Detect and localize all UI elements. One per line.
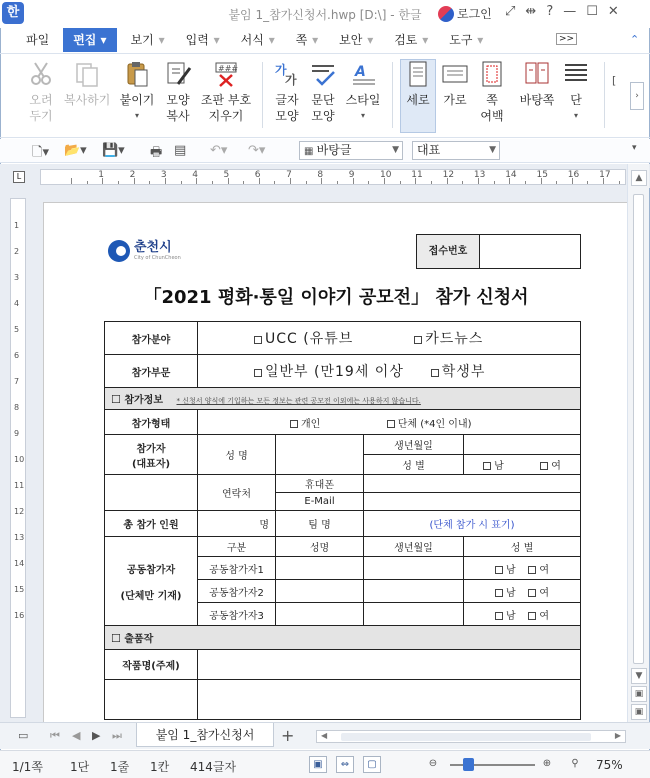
logo-text: 춘천시: [134, 240, 172, 255]
style-label: 스타일: [345, 93, 381, 107]
vruler-number: 16: [14, 611, 25, 620]
chuncheon-logo-icon: [108, 240, 130, 262]
format-painter-icon: [164, 60, 192, 88]
type-options: [198, 410, 581, 435]
style-button[interactable]: [344, 60, 382, 124]
vruler-number: 13: [14, 533, 25, 542]
checkbox-male[interactable]: [495, 589, 503, 597]
page-margin-label: 쪽 여백: [480, 93, 504, 123]
form-row-total: [105, 511, 581, 537]
square-icon: ☐: [111, 393, 121, 406]
ruler-tick: [71, 178, 72, 184]
co-birth-input[interactable]: [364, 557, 464, 580]
menu-format-label: 서식: [240, 33, 264, 47]
field-label: 참가분야: [105, 322, 198, 355]
reception-label: 접수번호: [417, 235, 480, 268]
document-title: 「2021 평화·통일 이야기 공모전」 참가 신청서: [143, 287, 529, 308]
title-bar: [0, 0, 650, 28]
phone-label: 휴대폰: [276, 475, 364, 493]
ruler-tick: [462, 181, 463, 184]
vertical-ruler[interactable]: [10, 198, 26, 718]
status-chars: 414글자: [190, 760, 237, 774]
zoom-out-icon[interactable]: ⊖: [428, 758, 438, 769]
style-dropdown-icon[interactable]: ▾: [360, 111, 365, 120]
new-doc-icon[interactable]: 🗋▾: [32, 145, 49, 160]
svg-text:A: A: [355, 64, 366, 80]
scroll-down-icon[interactable]: ▼: [631, 668, 647, 684]
menu-review[interactable]: 검토 ▾: [394, 33, 429, 47]
quick-toolbar: [0, 139, 650, 163]
document-tab-bar: [0, 722, 650, 749]
menu-review-label: 검토: [394, 33, 418, 47]
cut-label: 오려 두기: [29, 93, 53, 123]
style-select-value: 바탕글: [316, 143, 352, 157]
reception-number-box: [416, 234, 581, 269]
option-female: 여: [551, 461, 561, 472]
co-header-gender: 성 별: [464, 537, 581, 557]
document-page[interactable]: [43, 202, 627, 722]
work-section-header: [105, 626, 581, 650]
co-header-category: 구분: [198, 537, 276, 557]
checkbox-female[interactable]: [528, 612, 536, 620]
form-row-field: [105, 322, 581, 355]
char-shape-label: 글자 모양: [275, 93, 299, 123]
checkbox-ucc[interactable]: [254, 336, 262, 344]
menu-edit[interactable]: 편집 ▾: [63, 28, 116, 52]
vruler-number: 5: [14, 325, 20, 334]
page-margin-icon: [478, 60, 506, 88]
co-row-label: 공동참가자1: [198, 557, 276, 580]
ruler-tick: [181, 181, 182, 184]
work-title-label: 작품명(주제): [105, 650, 198, 680]
checkbox-female[interactable]: [540, 462, 548, 470]
ruler-tick: [274, 181, 275, 184]
style-icon: [349, 60, 377, 88]
window-controls: [505, 4, 619, 19]
window-title: 붙임 1_참가신청서.hwp [D:\] - 한글: [228, 8, 422, 22]
vruler-number: 3: [14, 273, 20, 282]
menu-page[interactable]: 쪽 ▾: [295, 33, 319, 47]
zoom-slider-knob[interactable]: [463, 758, 474, 771]
form-row-contact-1: [105, 475, 581, 493]
contact-label: 연락처: [198, 475, 276, 511]
co-name-input[interactable]: [276, 603, 364, 626]
co-header-name: 성명: [276, 537, 364, 557]
status-page[interactable]: 1/1쪽: [12, 760, 43, 774]
next-page-icon[interactable]: ▣: [631, 704, 647, 720]
gender-label: 성 별: [364, 455, 464, 475]
ruler-tick: [306, 181, 307, 184]
landscape-label: 가로: [443, 93, 467, 107]
option-group: 단체 (*4인 이내): [397, 418, 472, 430]
document-area: [0, 188, 627, 722]
field-options: [198, 322, 581, 355]
checkbox-male[interactable]: [495, 566, 503, 574]
info-section-header: [105, 388, 581, 410]
scroll-thumb[interactable]: [633, 194, 644, 664]
birth-input[interactable]: [464, 435, 581, 455]
portrait-button[interactable]: [400, 59, 436, 133]
checkbox-individual[interactable]: [290, 420, 298, 428]
ribbon-scroll-button[interactable]: ›: [630, 82, 644, 110]
font-select-value: 대표: [417, 143, 441, 157]
work-section-title: 출품작: [124, 634, 154, 645]
clear-marks-label: 조판 부호 지우기: [200, 93, 252, 123]
form-row-work-section: [105, 626, 581, 650]
redo-icon[interactable]: ↷▾: [248, 143, 266, 158]
option-individual: 개인: [301, 418, 321, 430]
copy-button[interactable]: [64, 60, 110, 108]
name-input[interactable]: [276, 435, 364, 475]
checkbox-male[interactable]: [495, 612, 503, 620]
menu-tools[interactable]: 도구 ▾: [449, 33, 484, 47]
checkbox-female[interactable]: [528, 589, 536, 597]
ruler-tick: [431, 181, 432, 184]
co-name-input[interactable]: [276, 580, 364, 603]
option-female: 여: [539, 564, 550, 576]
option-male: 남: [505, 564, 516, 576]
menu-insert-label: 입력: [185, 33, 209, 47]
prev-page-icon[interactable]: ▣: [631, 686, 647, 702]
prev-tab-icon[interactable]: ◀: [72, 729, 81, 742]
option-cardnews: 카드뉴스: [425, 331, 484, 347]
vruler-number: 1: [14, 221, 20, 230]
svg-text:###: ###: [218, 64, 239, 73]
ribbon: [0, 53, 650, 138]
page-view-icon[interactable]: ▣: [309, 756, 327, 773]
menu-format[interactable]: 서식 ▾: [240, 33, 275, 47]
ruler-tick: [619, 181, 620, 184]
status-bar: [0, 750, 650, 778]
email-input[interactable]: [364, 493, 581, 511]
columns-label: 단: [570, 93, 582, 107]
login-button[interactable]: [438, 5, 492, 22]
undo-icon[interactable]: ↶▾: [210, 143, 228, 158]
paste-button[interactable]: [118, 60, 156, 124]
work-body-input[interactable]: [198, 680, 581, 720]
zoom-level[interactable]: 75%: [596, 758, 623, 772]
work-body-label: [105, 680, 198, 720]
checkbox-female[interactable]: [528, 566, 536, 574]
hwp-app-icon[interactable]: 한: [2, 2, 24, 24]
para-shape-button[interactable]: [306, 60, 340, 124]
ruler-tick: [525, 181, 526, 184]
co-birth-input[interactable]: [364, 603, 464, 626]
applicant-title: 참가자: [136, 443, 166, 455]
vruler-number: 12: [14, 507, 25, 516]
para-shape-icon: [309, 60, 337, 88]
menu-edit-label: 편집: [73, 33, 97, 47]
co-header-row: [105, 537, 581, 557]
application-form: [104, 321, 581, 720]
co-label: [105, 537, 198, 626]
help-icon[interactable]: ?: [546, 4, 554, 19]
info-section-title: 참가정보: [124, 395, 163, 406]
menu-insert[interactable]: 입력 ▾: [185, 33, 220, 47]
option-male: 남: [505, 587, 516, 599]
applicant-label-cont: [105, 475, 198, 511]
form-row-info-section: [105, 388, 581, 410]
fullscreen-icon[interactable]: ⤢: [505, 4, 516, 19]
ruler-number: 8: [317, 170, 324, 180]
ruler-tick: [337, 181, 338, 184]
ruler-number: 16: [567, 170, 580, 180]
cut-button[interactable]: [24, 60, 58, 124]
total-label: 총 참가 인원: [105, 511, 198, 537]
checkbox-male[interactable]: [483, 462, 491, 470]
option-ucc: UCC (유튜브: [265, 331, 354, 347]
co-name-input[interactable]: [276, 557, 364, 580]
type-label: 참가형태: [105, 410, 198, 435]
scroll-up-icon[interactable]: ▲: [631, 170, 647, 186]
ruler-number: 9: [348, 170, 355, 180]
ruler-tick: [118, 181, 119, 184]
vruler-number: 7: [14, 377, 20, 386]
ribbon-collapse-icon[interactable]: ⌃: [630, 33, 640, 46]
horizontal-scroll-thumb[interactable]: [341, 733, 591, 741]
ribbon-divider: [604, 62, 605, 128]
info-section-note: * 신청서 양식에 기입하는 모든 정보는 관련 공모전 이외에는 사용하지 않습니다.: [176, 397, 421, 405]
paste-icon: [123, 60, 151, 88]
phone-input[interactable]: [364, 475, 581, 493]
status-column: 1단: [70, 760, 90, 774]
horizontal-ruler[interactable]: [40, 169, 626, 185]
team-name-note[interactable]: (단체 참가 시 표기): [364, 511, 581, 537]
vertical-scrollbar[interactable]: [627, 164, 649, 722]
birth-label: 생년월일: [364, 435, 464, 455]
team-name-label: 팀 명: [276, 511, 364, 537]
format-copy-button[interactable]: [160, 60, 196, 124]
scroll-right-icon[interactable]: ▶: [614, 731, 621, 740]
toolbar-expand-icon[interactable]: ▾: [632, 143, 637, 153]
ruler-number: 6: [254, 170, 261, 180]
ruler-number: 10: [380, 170, 392, 180]
format-copy-label: 모양 복사: [166, 93, 190, 123]
columns-button[interactable]: [562, 60, 590, 124]
fit-width-icon[interactable]: ⇔: [336, 756, 354, 773]
menu-more-button[interactable]: >>: [556, 33, 577, 45]
option-student: 학생부: [441, 364, 486, 380]
vruler-number: 10: [14, 455, 25, 464]
menu-bar: [0, 28, 650, 52]
close-icon[interactable]: ✕: [607, 4, 619, 19]
menu-page-label: 쪽: [295, 33, 308, 47]
paste-dropdown-icon[interactable]: ▾: [134, 111, 139, 120]
ruler-number: 15: [536, 170, 548, 180]
user-icon: [438, 6, 454, 22]
print-icon[interactable]: 🖶: [150, 145, 163, 160]
add-tab-button[interactable]: +: [281, 726, 295, 745]
menu-view-label: 보기: [130, 33, 154, 47]
chuncheon-logo: [108, 240, 181, 262]
form-row-division: [105, 355, 581, 388]
ruler-number: 1: [98, 170, 105, 180]
page-margin-button[interactable]: [474, 60, 510, 124]
vruler-number: 2: [14, 247, 20, 256]
reception-value[interactable]: [480, 235, 580, 268]
option-female: 여: [539, 587, 550, 599]
portrait-icon: [404, 60, 432, 88]
applicant-label: [105, 435, 198, 475]
zoom-settings-icon[interactable]: ⚲: [571, 758, 579, 769]
gender-options: [464, 455, 581, 475]
columns-icon: [562, 60, 590, 88]
option-male: 남: [494, 461, 504, 472]
style-select[interactable]: [299, 141, 403, 160]
tab-list-icon[interactable]: ▭: [18, 729, 29, 742]
landscape-icon: [441, 60, 469, 88]
split-icon[interactable]: ⇹: [525, 4, 537, 19]
menu-file[interactable]: 파일: [26, 33, 50, 47]
form-row-applicant-1: [105, 435, 581, 455]
vruler-number: 9: [14, 429, 20, 438]
vruler-number: 14: [14, 559, 25, 568]
co-header-birth: 생년월일: [364, 537, 464, 557]
ruler-number: 3: [160, 170, 167, 180]
last-tab-icon[interactable]: ⏭: [112, 729, 122, 742]
ribbon-overflow-icon[interactable]: [: [612, 74, 617, 87]
ruler-number: 2: [129, 170, 136, 180]
menu-view[interactable]: 보기 ▾: [130, 33, 165, 47]
vruler-number: 8: [14, 403, 20, 412]
ruler-number: 5: [223, 170, 230, 180]
copy-label: 복사하기: [64, 93, 111, 107]
work-title-input[interactable]: [198, 650, 581, 680]
checkbox-general[interactable]: [254, 369, 262, 377]
columns-dropdown-icon[interactable]: ▾: [573, 111, 578, 120]
name-label: 성 명: [198, 435, 276, 475]
checkbox-cardnews[interactable]: [414, 336, 422, 344]
font-select[interactable]: [412, 141, 500, 160]
form-row-work-body: [105, 680, 581, 720]
co-subtitle: (단체만 기재): [120, 590, 182, 602]
ruler-tick: [587, 181, 588, 184]
chevron-down-icon: ▼: [392, 145, 399, 155]
checkbox-student[interactable]: [431, 369, 439, 377]
zoom-in-icon[interactable]: ⊕: [542, 758, 552, 769]
copy-icon: [73, 60, 101, 88]
ruler-tick: [212, 181, 213, 184]
form-row-work-title: [105, 650, 581, 680]
square-icon: ☐: [111, 632, 121, 645]
status-col: 1칸: [150, 760, 170, 774]
preview-icon[interactable]: ▤: [174, 143, 187, 158]
co-row-label: 공동참가자3: [198, 603, 276, 626]
open-folder-icon[interactable]: 📂▾: [64, 143, 87, 158]
ruler-tick: [149, 181, 150, 184]
division-label: 참가부문: [105, 355, 198, 388]
ruler-number: 14: [505, 170, 517, 180]
vruler-number: 11: [14, 481, 25, 490]
maximize-icon[interactable]: ☐: [586, 4, 598, 19]
vruler-number: 6: [14, 351, 20, 360]
fit-page-icon[interactable]: ▢: [363, 756, 381, 773]
vruler-number: 15: [14, 585, 25, 594]
ruler-tick: [368, 181, 369, 184]
ruler-number: 12: [442, 170, 455, 180]
option-female: 여: [539, 610, 550, 622]
tab-document[interactable]: 붙임 1_참가신청서: [136, 723, 274, 747]
master-page-icon: [523, 60, 551, 88]
master-page-label: 바탕쪽: [519, 93, 555, 107]
co-gender-options: [464, 603, 581, 626]
ruler-number: 17: [599, 170, 611, 180]
menu-tools-label: 도구: [449, 33, 473, 47]
division-options: [198, 355, 581, 388]
logo-subtext: City of ChunCheon: [134, 255, 181, 261]
ruler-number: 13: [473, 170, 486, 180]
master-page-button[interactable]: [516, 60, 558, 108]
option-general: 일반부 (만19세 이상: [265, 364, 404, 380]
applicant-subtitle: (대표자): [131, 458, 171, 470]
ruler-tick: [243, 181, 244, 184]
ruler-area: [0, 164, 650, 188]
menu-security[interactable]: 보안 ▾: [339, 33, 374, 47]
people-unit[interactable]: 명: [198, 511, 276, 537]
ruler-tick: [556, 181, 557, 184]
co-gender-options: [464, 557, 581, 580]
menu-security-label: 보안: [339, 33, 363, 47]
portrait-label: 세로: [406, 93, 430, 107]
ruler-number: 4: [192, 170, 198, 180]
co-birth-input[interactable]: [364, 580, 464, 603]
status-line: 1줄: [110, 760, 130, 774]
ruler-tick: [87, 181, 88, 184]
char-shape-icon: [273, 60, 301, 88]
clear-marks-button[interactable]: [200, 60, 252, 124]
co-title: 공동참가자: [126, 564, 176, 576]
char-shape-button[interactable]: [270, 60, 304, 124]
option-male: 남: [505, 610, 516, 622]
ruler-number: 11: [411, 170, 423, 180]
co-row-label: 공동참가자2: [198, 580, 276, 603]
save-icon[interactable]: 💾▾: [102, 143, 125, 158]
scroll-left-icon[interactable]: ◀: [321, 731, 328, 740]
email-label: E-Mail: [276, 493, 364, 511]
style-select-icon: ▦: [304, 146, 317, 157]
landscape-button[interactable]: [438, 60, 472, 108]
svg-text:가: 가: [275, 63, 287, 77]
svg-text:가: 가: [285, 73, 297, 87]
ruler-tick: [494, 181, 495, 184]
tab-stop-icon[interactable]: L: [13, 171, 25, 183]
chevron-down-icon: ▼: [489, 145, 496, 155]
scissors-icon: [27, 60, 55, 88]
checkbox-group[interactable]: [387, 420, 395, 428]
ribbon-divider: [262, 62, 263, 128]
ruler-tick: [400, 181, 401, 184]
horizontal-scrollbar[interactable]: [316, 730, 626, 743]
form-row-type: [105, 410, 581, 435]
clear-marks-icon: [212, 60, 240, 88]
login-label: 로그인: [457, 7, 492, 21]
ribbon-divider: [392, 62, 393, 128]
para-shape-label: 문단 모양: [311, 93, 335, 123]
paste-label: 붙이기: [119, 93, 155, 107]
next-tab-icon[interactable]: ▶: [92, 729, 101, 742]
minimize-icon[interactable]: —: [563, 4, 577, 19]
first-tab-icon[interactable]: ⏮: [50, 729, 60, 742]
ruler-number: 7: [286, 170, 292, 180]
co-gender-options: [464, 580, 581, 603]
vruler-number: 4: [14, 299, 20, 308]
